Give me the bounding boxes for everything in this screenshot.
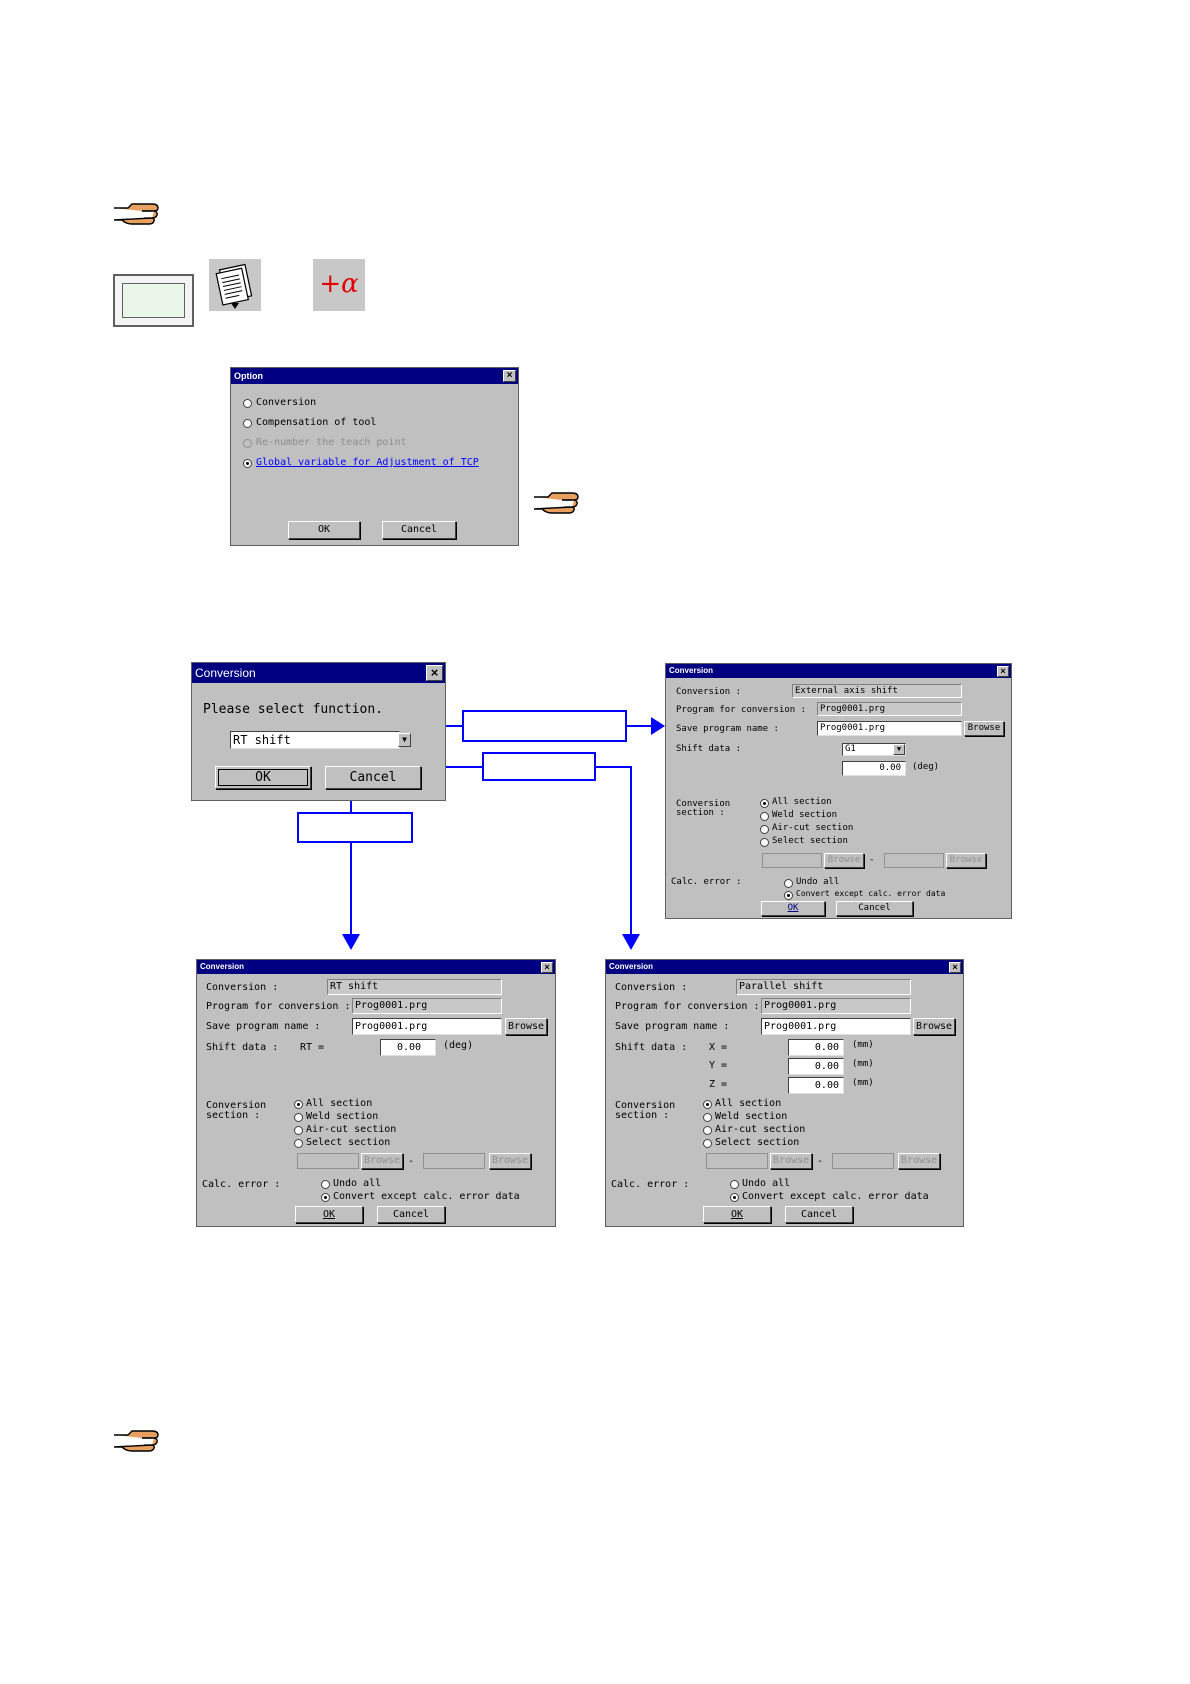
section-end-browse-button: Browse xyxy=(898,1153,940,1169)
parallel-shift-titlebar xyxy=(606,960,963,974)
save-program-name-field[interactable]: Prog0001.prg xyxy=(817,721,962,736)
program-for-conversion-field: Prog0001.prg xyxy=(817,702,962,716)
conversion-label: Conversion : xyxy=(676,687,742,697)
range-separator: - xyxy=(817,1156,824,1167)
section-radio-select[interactable] xyxy=(294,1139,303,1148)
calc-label-convert-except: Convert except calc. error data xyxy=(796,889,946,898)
conversion-select-ok-button[interactable]: OK xyxy=(215,766,311,789)
calc-radio-convert-except[interactable] xyxy=(784,891,793,900)
section-end-field xyxy=(884,853,944,868)
calc-label-undo-all: Undo all xyxy=(742,1178,791,1189)
option-cancel-button[interactable]: Cancel xyxy=(382,521,456,539)
function-select[interactable] xyxy=(230,731,400,749)
shift-data-label: Shift data : xyxy=(676,744,742,754)
range-separator: - xyxy=(408,1156,415,1167)
shift-unit: (deg) xyxy=(912,762,940,772)
section-start-field xyxy=(297,1153,359,1169)
calc-error-label: Calc. error : xyxy=(611,1179,690,1190)
close-icon[interactable]: × xyxy=(541,962,553,973)
calc-radio-undo-all[interactable] xyxy=(321,1180,330,1189)
save-program-name-field[interactable]: Prog0001.prg xyxy=(761,1018,911,1035)
arrow-down-icon xyxy=(342,934,360,950)
section-label-all: All section xyxy=(715,1098,782,1109)
conversion-select-titlebar xyxy=(192,663,445,683)
plus-alpha-icon: +α xyxy=(313,259,365,311)
conversion-section-label: Conversion xyxy=(206,1100,267,1111)
section-label-aircut: Air-cut section xyxy=(306,1124,397,1135)
parallel-shift-callout xyxy=(482,752,596,781)
chevron-down-icon[interactable]: ▼ xyxy=(398,733,411,747)
conversion-section-label: section : xyxy=(206,1110,261,1121)
option-label-global-variable: Global variable for Adjustment of TCP xyxy=(256,457,479,468)
section-start-field xyxy=(706,1153,768,1169)
program-for-conversion-label: Program for conversion : xyxy=(206,1001,351,1012)
external-axis-shift-dialog xyxy=(665,663,1012,919)
save-program-name-label: Save program name : xyxy=(615,1021,730,1032)
rt-shift-title: Conversion xyxy=(200,962,245,971)
y-value-field[interactable]: 0.00 xyxy=(788,1058,844,1075)
section-start-field xyxy=(762,853,822,868)
external-axis-cancel-button[interactable]: Cancel xyxy=(836,901,913,916)
blank-key-icon xyxy=(113,274,194,327)
connector-line xyxy=(627,725,653,727)
connector-line xyxy=(630,766,632,936)
calc-label-undo-all: Undo all xyxy=(333,1178,382,1189)
pointing-hand-icon xyxy=(112,200,162,226)
section-label-select: Select section xyxy=(715,1137,800,1148)
section-label-all: All section xyxy=(306,1098,373,1109)
connector-line xyxy=(446,766,484,768)
x-value-field[interactable]: 0.00 xyxy=(788,1039,844,1056)
option-dialog-title: Option xyxy=(234,371,263,381)
external-axis-titlebar xyxy=(666,664,1011,678)
option-radio-global-variable[interactable] xyxy=(243,459,252,468)
section-label-select: Select section xyxy=(306,1137,391,1148)
calc-error-label: Calc. error : xyxy=(671,877,742,887)
document-list-icon xyxy=(209,259,261,311)
y-unit: (mm) xyxy=(852,1059,874,1069)
save-program-name-label: Save program name : xyxy=(676,724,779,734)
section-end-field xyxy=(423,1153,485,1169)
section-radio-aircut[interactable] xyxy=(294,1126,303,1135)
option-label-compensation: Compensation of tool xyxy=(256,417,377,428)
section-start-browse-button: Browse xyxy=(770,1153,812,1169)
option-dialog-titlebar xyxy=(231,368,518,384)
z-value-field[interactable]: 0.00 xyxy=(788,1077,844,1094)
section-radio-all[interactable] xyxy=(294,1100,303,1109)
conversion-section-label: section : xyxy=(676,808,725,818)
section-radio-weld[interactable] xyxy=(760,812,769,821)
section-radio-select[interactable] xyxy=(703,1139,712,1148)
chevron-down-icon[interactable]: ▼ xyxy=(893,744,905,755)
close-icon[interactable]: × xyxy=(997,666,1009,677)
program-for-conversion-field: Prog0001.prg xyxy=(761,998,911,1014)
calc-error-label: Calc. error : xyxy=(202,1179,281,1190)
connector-line xyxy=(596,766,632,768)
conversion-label: Conversion : xyxy=(615,982,688,993)
conversion-select-dialog xyxy=(191,662,446,801)
section-label-aircut: Air-cut section xyxy=(715,1124,806,1135)
conversion-section-label: section : xyxy=(615,1110,670,1121)
section-end-browse-button: Browse xyxy=(489,1153,531,1169)
calc-label-convert-except: Convert except calc. error data xyxy=(333,1191,520,1202)
arrow-down-icon xyxy=(622,934,640,950)
external-axis-shift-callout xyxy=(462,710,627,742)
pointing-hand-icon xyxy=(532,489,582,515)
conversion-select-cancel-button[interactable]: Cancel xyxy=(325,766,421,789)
z-label: Z = xyxy=(709,1079,728,1090)
section-label-aircut: Air-cut section xyxy=(772,823,854,833)
browse-button[interactable]: Browse xyxy=(913,1018,955,1035)
section-start-browse-button: Browse xyxy=(361,1153,403,1169)
section-label-all: All section xyxy=(772,797,832,807)
section-label-select: Select section xyxy=(772,836,848,846)
save-program-name-label: Save program name : xyxy=(206,1021,321,1032)
shift-value-field[interactable]: 0.00 xyxy=(842,761,906,776)
rt-shift-dialog xyxy=(196,959,556,1227)
x-unit: (mm) xyxy=(852,1040,874,1050)
range-separator: - xyxy=(869,855,875,865)
calc-radio-undo-all[interactable] xyxy=(730,1180,739,1189)
program-for-conversion-label: Program for conversion : xyxy=(676,705,807,715)
conversion-type-field: RT shift xyxy=(327,979,502,995)
connector-line xyxy=(350,843,352,936)
function-select-value: RT shift xyxy=(233,733,291,747)
program-for-conversion-label: Program for conversion : xyxy=(615,1001,760,1012)
option-label-conversion: Conversion xyxy=(256,397,317,408)
shift-data-label: Shift data : xyxy=(615,1042,688,1053)
parallel-shift-ok-button[interactable]: OK xyxy=(703,1206,771,1223)
section-radio-all[interactable] xyxy=(760,799,769,808)
calc-radio-convert-except[interactable] xyxy=(730,1193,739,1202)
option-radio-compensation[interactable] xyxy=(243,419,252,428)
browse-button[interactable]: Browse xyxy=(505,1018,547,1035)
parallel-shift-cancel-button[interactable]: Cancel xyxy=(785,1206,853,1223)
close-icon[interactable]: × xyxy=(426,665,443,681)
rt-shift-callout xyxy=(297,812,413,843)
section-radio-select[interactable] xyxy=(760,838,769,847)
section-label-weld: Weld section xyxy=(772,810,838,820)
calc-label-convert-except: Convert except calc. error data xyxy=(742,1191,929,1202)
calc-radio-undo-all[interactable] xyxy=(784,879,793,888)
section-radio-aircut[interactable] xyxy=(760,825,769,834)
function-prompt: Please select function. xyxy=(203,702,384,717)
option-ok-button[interactable]: OK xyxy=(288,521,360,539)
rt-shift-cancel-button[interactable]: Cancel xyxy=(377,1206,445,1223)
external-axis-title: Conversion xyxy=(669,666,714,675)
calc-label-undo-all: Undo all xyxy=(796,877,840,887)
arrow-right-icon xyxy=(651,717,665,735)
conversion-select-title: Conversion xyxy=(195,666,256,680)
program-for-conversion-field: Prog0001.prg xyxy=(352,998,502,1014)
rt-label: RT = xyxy=(300,1042,325,1053)
conversion-label: Conversion : xyxy=(206,982,279,993)
conversion-section-label: Conversion xyxy=(615,1100,676,1111)
option-radio-conversion[interactable] xyxy=(243,399,252,408)
x-label: X = xyxy=(709,1042,728,1053)
conversion-type-field: External axis shift xyxy=(792,684,962,698)
z-unit: (mm) xyxy=(852,1078,874,1088)
rt-shift-titlebar xyxy=(197,960,555,974)
option-dialog xyxy=(230,367,519,546)
external-axis-ok-button[interactable]: OK xyxy=(761,901,825,916)
close-icon[interactable]: × xyxy=(503,370,516,382)
browse-button[interactable]: Browse xyxy=(964,721,1004,736)
section-radio-weld[interactable] xyxy=(294,1113,303,1122)
section-end-field xyxy=(832,1153,894,1169)
section-end-browse-button: Browse xyxy=(946,853,986,868)
pointing-hand-icon xyxy=(112,1427,162,1453)
calc-radio-convert-except[interactable] xyxy=(321,1193,330,1202)
section-label-weld: Weld section xyxy=(715,1111,788,1122)
rt-value-field[interactable]: 0.00 xyxy=(380,1039,436,1056)
rt-shift-ok-button[interactable]: OK xyxy=(295,1206,363,1223)
parallel-shift-dialog xyxy=(605,959,964,1227)
conversion-type-field: Parallel shift xyxy=(736,979,911,995)
save-program-name-field[interactable]: Prog0001.prg xyxy=(352,1018,502,1035)
section-radio-weld[interactable] xyxy=(703,1113,712,1122)
y-label: Y = xyxy=(709,1060,728,1071)
option-radio-renumber xyxy=(243,439,252,448)
section-radio-aircut[interactable] xyxy=(703,1126,712,1135)
section-start-browse-button: Browse xyxy=(824,853,864,868)
close-icon[interactable]: × xyxy=(949,962,961,973)
conversion-section-label: Conversion xyxy=(676,799,731,809)
section-radio-all[interactable] xyxy=(703,1100,712,1109)
shift-unit: (deg) xyxy=(443,1040,474,1051)
option-label-renumber: Re-number the teach point xyxy=(256,437,407,448)
axis-select[interactable]: G1 xyxy=(842,743,906,756)
shift-data-label: Shift data : xyxy=(206,1042,279,1053)
parallel-shift-title: Conversion xyxy=(609,962,654,971)
section-label-weld: Weld section xyxy=(306,1111,379,1122)
